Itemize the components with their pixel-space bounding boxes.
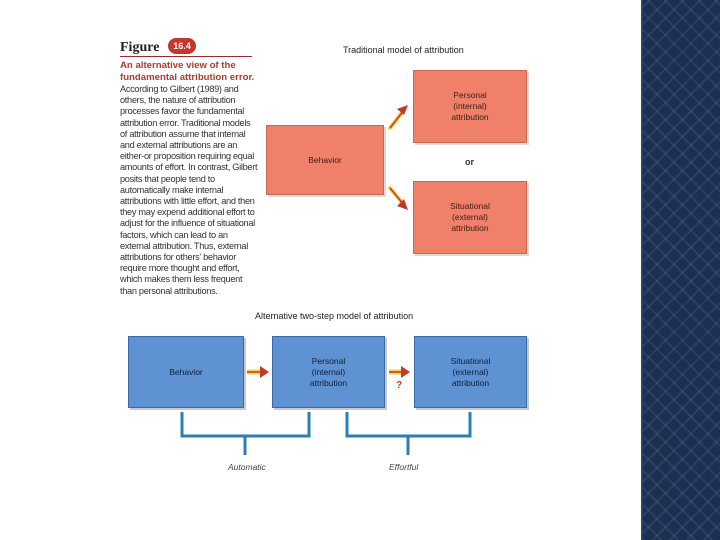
arrow-alt-behavior-to-personal	[247, 366, 269, 378]
traditional-personal-line-2: (internal)	[453, 101, 487, 111]
alternative-situational-line-2: (external)	[452, 366, 489, 377]
alternative-model-title: Alternative two-step model of attribution	[255, 311, 414, 321]
effortful-label: Effortful	[389, 462, 419, 472]
arrow-alt-personal-to-situational	[389, 366, 410, 378]
arrow-behavior-to-situational	[390, 188, 408, 210]
figure-caption-title: An alternative view of the fundamental attribution error.	[120, 60, 255, 83]
alternative-personal-line-1: Personal	[311, 355, 346, 366]
alternative-personal-line-2: (internal)	[311, 366, 346, 377]
alternative-behavior-label: Behavior	[169, 366, 203, 377]
traditional-situational-line-2: (external)	[452, 212, 488, 222]
automatic-label: Automatic	[228, 462, 266, 472]
effortful-bracket	[347, 412, 470, 455]
arrow-behavior-to-personal	[390, 105, 408, 128]
alternative-situational-line-3: attribution	[451, 377, 490, 388]
automatic-bracket	[182, 412, 309, 455]
figure-word: Figure	[120, 40, 160, 55]
traditional-personal-line-3: attribution	[451, 112, 489, 122]
traditional-model-title: Traditional model of attribution	[343, 45, 464, 55]
alternative-personal-line-3: attribution	[309, 377, 348, 388]
traditional-behavior-label: Behavior	[308, 154, 342, 165]
traditional-situational-line-3: attribution	[451, 223, 489, 233]
uncertain-step-question-mark: ?	[396, 380, 403, 391]
alternative-situational-line-1: Situational	[450, 355, 491, 366]
figure-number-badge: 16.4	[168, 38, 196, 54]
or-label: or	[465, 157, 474, 167]
traditional-personal-line-1: Personal	[453, 90, 487, 100]
figure-caption-body: According to Gilbert (1989) and others, the nature of attribution processes favor the fundamental attribution error. Traditional models of attribution assume that internal and external attributions are an either-or proposition requiring equal amounts of effort. In contrast, Gilbert posits that people tend to automatically make internal attributions with little effort, and then they may expend additional effort to adjust for the influence of situational factors, which can lead to an external attribution. Thus, external attributions for others' behavior require more thought and effort, which makes them less frequent than personal attributions.	[120, 84, 258, 296]
traditional-situational-line-1: Situational	[450, 201, 490, 211]
